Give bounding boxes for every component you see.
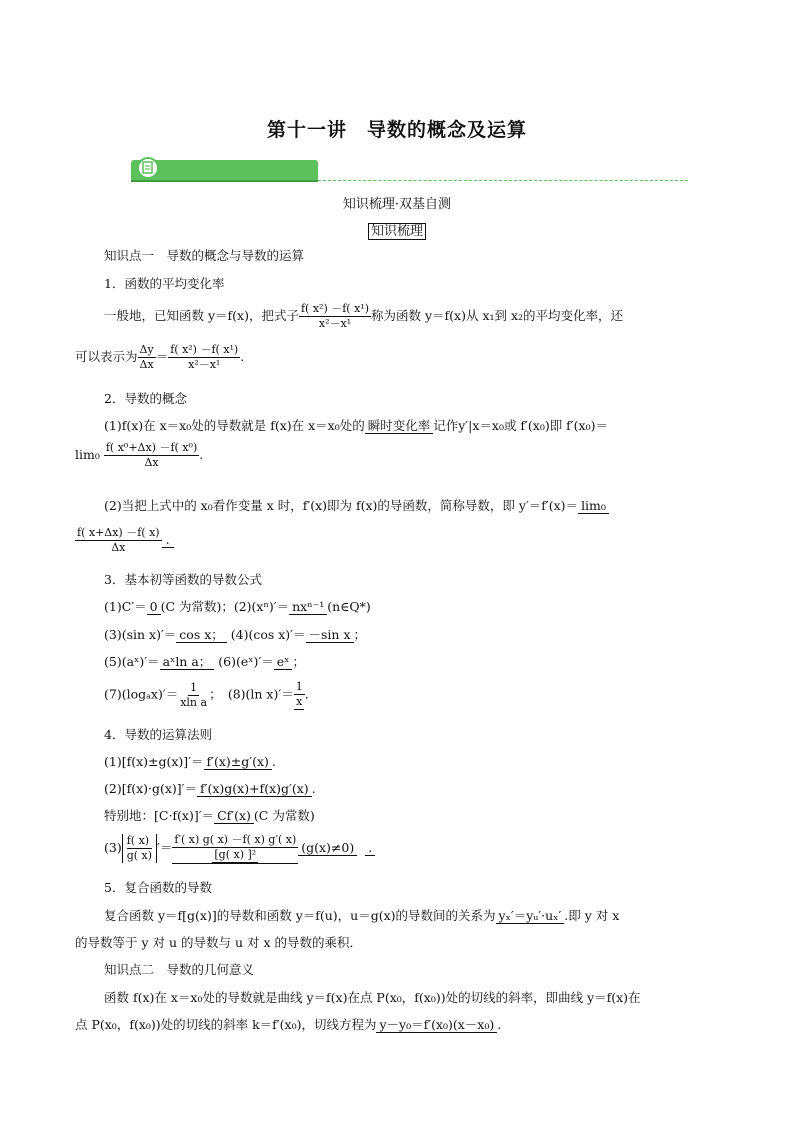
numerator: 1 <box>295 680 303 693</box>
text: . <box>162 532 174 548</box>
numerator: f′( x) g( x) －f( x) g′( x) <box>174 833 297 846</box>
text: 复合函数 y＝f[g(x)]的导数和函数 y＝f(u)，u＝g(x)的导数间的关系为 <box>104 908 496 923</box>
kp2-paragraph-line2 <box>75 1015 501 1033</box>
s1-paragraph-line1 <box>104 302 623 331</box>
fraction <box>75 526 162 555</box>
text: (C 为常数)；(2)(xⁿ)′＝ <box>160 599 290 614</box>
denominator: x²－x¹ <box>318 317 352 330</box>
denominator: Δx <box>111 541 126 554</box>
denominator: g( x) <box>126 849 153 862</box>
s2-paragraph-1 <box>104 416 608 434</box>
denominator: xln a <box>180 695 208 709</box>
s3-line-2 <box>104 625 366 643</box>
denominator: x²－x¹ <box>188 358 221 371</box>
fraction <box>299 302 371 331</box>
numerator: f( x²) －f( x¹) <box>170 343 239 356</box>
s2-title: 2．导数的概念 <box>104 391 187 406</box>
pencil-icon <box>137 157 159 179</box>
denominator: Δx <box>139 358 154 371</box>
s1-paragraph-line2 <box>75 343 244 372</box>
blank-answer: cos x； <box>176 627 226 643</box>
subheader <box>0 220 794 239</box>
denominator: Δx <box>144 456 159 469</box>
text: . <box>199 447 204 462</box>
text: 记作y′|x＝x₀或 f′(x₀)即 f′(x₀)＝ <box>433 418 608 433</box>
denominator: [g( x) ]² <box>214 848 257 861</box>
blank-answer: －sin x <box>306 627 354 643</box>
s4-line-2 <box>104 779 316 797</box>
s3-line-4 <box>104 680 309 710</box>
fraction <box>168 343 240 372</box>
text: ； (8)(ln x)′＝ <box>209 686 294 702</box>
text: (2)当把上式中的 x₀看作变量 x 时，f′(x)即为 f(x)的导函数，简称导数，即 y′＝f′(x)＝ <box>104 498 579 513</box>
text: . <box>271 754 276 769</box>
numerator: f( x²) －f( x¹) <box>300 302 369 315</box>
blank-answer: f′(x)±g′(x) <box>204 754 272 770</box>
dashed-divider <box>318 180 688 181</box>
text: . <box>304 686 309 702</box>
equals: ＝ <box>155 349 169 364</box>
numerator: f( x+Δx) －f( x) <box>77 526 160 539</box>
text: (6)(eˣ)′＝ <box>218 654 274 669</box>
text: (1)[f(x)±g(x)]′＝ <box>104 754 204 769</box>
s4-line-3 <box>104 806 315 824</box>
condition: (g(x)≠0) <box>298 840 357 856</box>
fraction <box>104 441 199 470</box>
text: (2)[f(x)·g(x)]′＝ <box>104 781 198 796</box>
blank-answer: Cf′(x) <box>214 808 254 824</box>
knowledge-point-2: 知识点二 导数的几何意义 <box>104 962 255 977</box>
text: 一般地，已知函数 y＝f(x)，把式子 <box>104 308 299 323</box>
text: . <box>497 1017 502 1032</box>
fraction <box>172 833 298 864</box>
text: ′＝ <box>157 840 173 855</box>
text: . <box>311 781 316 796</box>
text: (C 为常数) <box>253 808 315 823</box>
s3-line-3 <box>104 652 305 670</box>
text: 点 P(x₀，f(x₀))处的切线的斜率 k＝f′(x₀)，切线方程为 <box>75 1017 377 1032</box>
s4-line-1 <box>104 752 276 770</box>
blank-answer: f′(x)g(x)+f(x)g′(x) <box>197 781 312 797</box>
denominator: x <box>296 695 303 708</box>
s1-title: 1．函数的平均变化率 <box>104 276 225 291</box>
page-title: 第十一讲 导数的概念及运算 <box>266 119 527 141</box>
text: 称为函数 y＝f(x)从 x₁到 x₂的平均变化率，还 <box>371 308 624 323</box>
numerator: f( x⁰+Δx) －f( x⁰) <box>105 441 198 454</box>
s5-paragraph-line2: 的导数等于 y 对 u 的导数与 u 对 x 的导数的乘积． <box>75 935 363 950</box>
limit: lim₀ <box>75 447 100 462</box>
s2-paragraph-2 <box>104 496 609 514</box>
text: (3) <box>104 840 122 855</box>
fraction <box>178 681 209 710</box>
blank-answer: aˣln a； <box>160 654 215 670</box>
text: (5)(aˣ)′＝ <box>104 654 160 669</box>
section-header: 知识梳理·双基自测 <box>342 197 452 212</box>
s3-title: 3．基本初等函数的导数公式 <box>104 572 262 587</box>
text: (7)(logₐx)′＝ <box>104 686 179 702</box>
text: (1)C′＝ <box>104 599 147 614</box>
s2-limit-expression <box>75 441 203 470</box>
blank-answer: lim₀ <box>578 498 609 514</box>
numerator: 1 <box>190 680 198 694</box>
text: (1)f(x)在 x＝x₀处的导数就是 f(x)在 x＝x₀处的 <box>104 418 365 433</box>
text: . <box>365 840 375 856</box>
text: ； <box>353 627 367 642</box>
s2-derivative-fraction <box>75 526 174 555</box>
numerator: f( x) <box>127 834 152 849</box>
text: (3)(sin x)′＝ <box>104 627 177 642</box>
text: (n∈Q*) <box>327 599 371 614</box>
blank-answer: yₓ′＝yᵤ′·uₓ′ <box>496 908 565 924</box>
section-banner <box>131 160 318 181</box>
s5-title: 5．复合函数的导数 <box>104 880 212 895</box>
fraction <box>138 343 156 372</box>
s3-line-1 <box>104 597 371 615</box>
s5-paragraph-line1 <box>104 906 619 924</box>
text: ； <box>292 654 305 669</box>
blank-answer: y－y₀＝f′(x₀)(x－x₀) <box>376 1017 497 1033</box>
blank-answer: eˣ <box>274 654 293 670</box>
s4-line-4 <box>104 833 375 864</box>
text: . <box>240 349 245 364</box>
banner-underline <box>131 180 318 182</box>
text: 特别地：[C·f(x)]′＝ <box>104 808 215 823</box>
blank-answer: 0 <box>147 599 161 615</box>
blank-answer: 瞬时变化率 <box>365 418 434 434</box>
text: (4)(cos x)′＝ <box>230 627 306 642</box>
subheader-label: 知识梳理 <box>368 223 426 240</box>
text: .即 y 对 x <box>564 908 620 923</box>
bracket-fraction <box>122 834 157 863</box>
blank-answer: nxⁿ⁻¹ <box>289 599 327 615</box>
text: 可以表示为 <box>75 349 138 364</box>
kp2-paragraph-line1: 函数 f(x)在 x＝x₀处的导数就是曲线 y＝f(x)在点 P(x₀，f(x₀))处的切线的斜率，即曲线 y＝f(x)在 <box>104 990 641 1005</box>
numerator: Δy <box>139 343 154 356</box>
s4-title: 4．导数的运算法则 <box>104 727 212 742</box>
fraction <box>294 680 305 710</box>
knowledge-point-1: 知识点一 导数的概念与导数的运算 <box>104 248 305 263</box>
